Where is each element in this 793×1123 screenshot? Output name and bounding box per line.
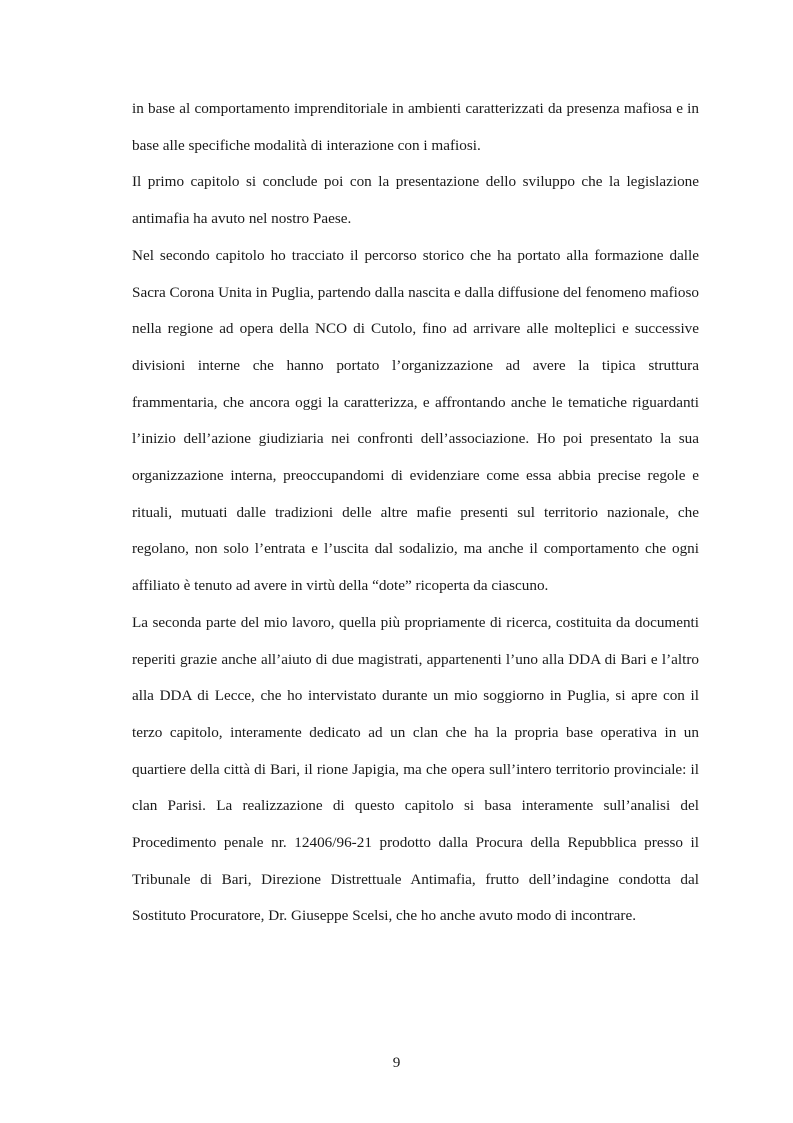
paragraph-first-chapter: Il primo capitolo si conclude poi con la presentazione dello sviluppo che la legislazione antimafia ha avuto nel nostro Paese.	[132, 173, 699, 228]
paragraph-second-part: La seconda parte del mio lavoro, quella più propriamente di ricerca, costituita da documenti reperiti grazie anche all’aiuto di due magistrati, appartenenti l’uno alla DDA di Bari e l’altro alla DDA di Lecce, che ho intervistato durante un mio soggiorno in Puglia, si apre con il terzo capitolo, interamente dedicato ad un clan che ha la propria base operativa in un quartiere della città di Bari, il rione Japigia, ma che opera sull’intero territorio provinciale: il clan Parisi. La realizzazione di questo capitolo si basa interamente sull’analisi del Procedimento penale nr. 12406/96-21 prodotto dalla Procura della Repubblica presso il Tribunale di Bari, Direzione Distrettuale Antimafia, frutto dell’indagine condotta dal Sostituto Procuratore, Dr. Giuseppe Scelsi, che ho anche avuto modo di incontrare.	[132, 613, 699, 925]
paragraph-intro-continuation: in base al comportamento imprenditoriale in ambienti caratterizzati da presenza mafiosa e in base alle specifiche modalità di interazione con i mafiosi.	[132, 100, 699, 154]
page-number: 9	[392, 1054, 401, 1071]
paragraph-second-chapter: Nel secondo capitolo ho tracciato il percorso storico che ha portato alla formazione dalle Sacra Corona Unita in Puglia, partendo dalla nascita e dalla diffusione del fenomeno mafioso nella regione ad opera della NCO di Cutolo, fino ad arrivare alle molteplici e successive divisioni interne che hanno portato l’organizzazione ad avere la tipica struttura frammentaria, che ancora oggi la caratterizza, e affrontando anche le tematiche riguardanti l’inizio dell’azione giudiziaria nei confronti dell’associazione. Ho poi presentato la sua organizzazione interna, preoccupandomi di evidenziare come essa abbia precise regole e rituali, mutuati dalle tradizioni delle altre mafie presenti sul territorio nazionale, che regolano, non solo l’entrata e l’uscita dal sodalizio, ma anche il comportamento che ogni affiliato è tenuto ad avere in virtù della “dote” ricoperta da ciascuno.	[132, 246, 699, 595]
page-body	[132, 91, 699, 935]
